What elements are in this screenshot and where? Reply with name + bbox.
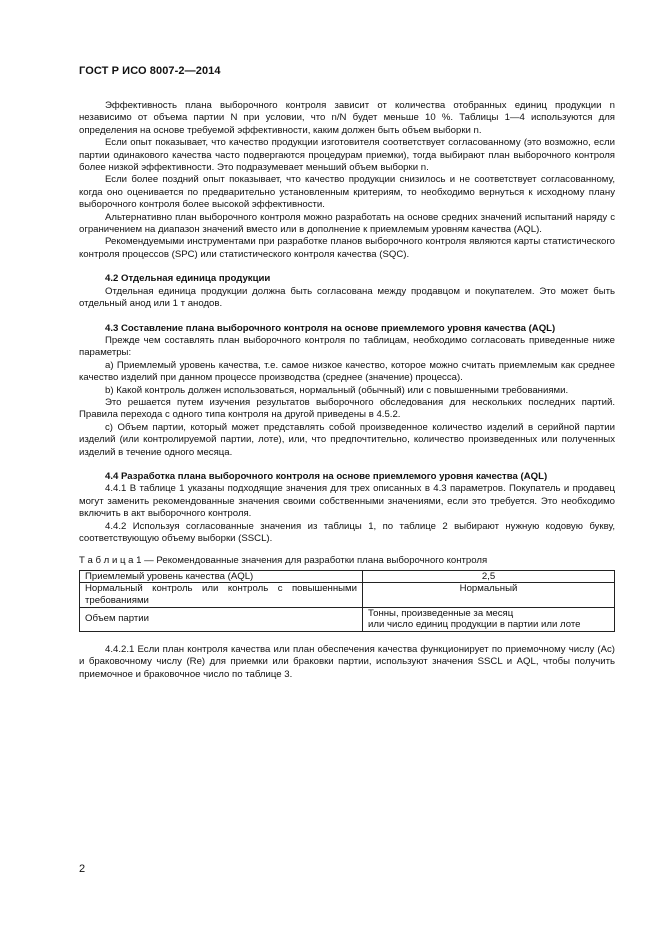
paragraph: Прежде чем составлять план выборочного контроля по таблицам, необходимо согласовать приведенные ниже параметры: bbox=[79, 334, 615, 359]
table-caption bbox=[79, 555, 615, 567]
table-cell: Приемлемый уровень качества (AQL) bbox=[80, 570, 363, 583]
table-cell: Нормальный контроль или контроль с повышенными требованиями bbox=[80, 583, 363, 607]
list-item-b: b) Какой контроль должен использоваться, нормальный (обычный) или с повышенными требованиями. bbox=[105, 384, 569, 396]
table-caption-title: — Рекомендованные значения для разработки плана выборочного контроля bbox=[144, 555, 488, 567]
table-cell-line: Тонны, произведенные за месяц bbox=[368, 607, 514, 619]
paragraph: Эффективность плана выборочного контроля зависит от количества отобранных единиц продукции n независимо от объема партии N при условии, что n/N будет меньше 10 %. Таблицы 1—4 используются для определения на основе требуемой эффективности, каким должен быть объем выборки n. bbox=[79, 100, 615, 136]
list-item-c: с) Объем партии, который может представлять собой произведенное количество изделий в серийной партии изделий (или контролируемой партии, лоте), или, что предпочтительно, количество произведенных или полученных изделий в течение одного месяца. bbox=[79, 421, 615, 458]
section-heading-4-3: 4.3 Составление плана выборочного контроля на основе приемлемого уровня качества (AQL) bbox=[105, 322, 556, 334]
list-item-a: а) Приемлемый уровень качества, т.е. самое низкое качество, которое можно считать приемлемым как среднее качество изделий при данном процессе производства (среднее (значение) процесса). bbox=[79, 359, 615, 384]
table-cell: 2,5 bbox=[363, 570, 615, 583]
paragraph: Если опыт показывает, что качество продукции изготовителя соответствует согласованному (это возможно, если партии одинакового качества часто подвергаются процедурам приемки), тогда выбирают план выборочного контроля более низкой эффективности. Это подразумевает меньший объем выборки n. bbox=[79, 137, 615, 174]
table-caption-label: Т а б л и ц а 1 bbox=[79, 555, 142, 567]
table-1 bbox=[79, 570, 615, 632]
paragraph: Если более поздний опыт показывает, что качество продукции снизилось и не соответствует согласованному, когда оно оценивается по предварительно установленным критериям, то необходимо вернуться к исходному плану выборочного контроля более высокой эффективности. bbox=[79, 174, 615, 211]
paragraph: 4.4.2.1 Если план контроля качества или план обеспечения качества функционирует по приемочному числу (Ac) и браковочному числу (Re) для приемки или браковки партии, используют значения SSCL и AQL, чтобы получить приемочное и браковочное число по таблице 3. bbox=[79, 643, 615, 680]
table-cell-line: или число единиц продукции в партии или лоте bbox=[368, 619, 581, 631]
document-header: ГОСТ Р ИСО 8007-2—2014 bbox=[79, 65, 221, 77]
paragraph: 4.4.2 Используя согласованные значения из таблицы 1, по таблице 2 выбирают нужную кодовую букву, соответствующую объему выборки (SSCL). bbox=[79, 520, 615, 544]
table-row bbox=[80, 570, 615, 583]
table-row bbox=[80, 583, 615, 607]
section-heading-4-2: 4.2 Отдельная единица продукции bbox=[105, 273, 271, 285]
document-body bbox=[79, 100, 615, 681]
paragraph: Отдельная единица продукции должна быть согласована между продавцом и покупателем. Это может быть отдельный анод или 1 т анодов. bbox=[79, 285, 615, 310]
paragraph: Это решается путем изучения результатов выборочного обследования для нескольких последних партий. Правила перехода с одного типа контроля на другой приведены в 4.5.2. bbox=[79, 396, 615, 421]
paragraph: 4.4.1 В таблице 1 указаны подходящие значения для трех описанных в 4.3 параметров. Покупатель и продавец могут заменить рекомендованные значения своими собственными значениями, если это требуется. Это необходимо включить в акт выборочного контроля. bbox=[79, 483, 615, 520]
page-number: 2 bbox=[79, 863, 86, 875]
paragraph: Альтернативно план выборочного контроля можно разработать на основе средних значений испытаний наряду с ограничением на диапазон значений вместо или в дополнение к приемлемым уровням качества (AQL). bbox=[79, 211, 615, 236]
section-heading-4-4: 4.4 Разработка плана выборочного контроля на основе приемлемого уровня качества (AQL) bbox=[105, 470, 548, 482]
table-cell: Объем партии bbox=[80, 607, 363, 631]
table-cell bbox=[363, 607, 615, 631]
table-row bbox=[80, 607, 615, 631]
table-cell: Нормальный bbox=[363, 583, 615, 607]
paragraph: Рекомендуемыми инструментами при разработке планов выборочного контроля являются карты статистического контроля процессов (SPC) или статистического контроля качества (SQC). bbox=[79, 236, 615, 260]
